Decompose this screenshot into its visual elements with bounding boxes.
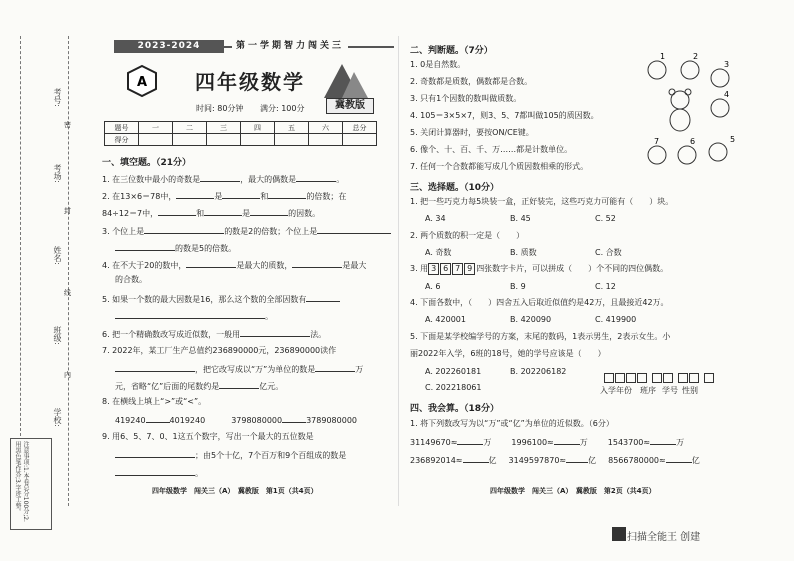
bear-head-icon [671, 91, 689, 109]
calc-row-2 [410, 453, 700, 467]
answer-blank[interactable] [317, 224, 391, 234]
q-text: 2. 在13×6＝78中， [102, 192, 177, 201]
level-badge-hexagon [125, 64, 159, 98]
answer-blank[interactable] [222, 189, 260, 199]
judge-item: 3. 只有1个因数的数叫做质数。 [410, 94, 522, 103]
option-b[interactable]: B. 质数 [510, 248, 537, 257]
score-input-cell[interactable] [173, 134, 207, 146]
level-badge-letter: A [136, 75, 148, 90]
q-text: 的数是2的倍数；个位上是 [224, 227, 318, 236]
option-a[interactable]: A. 420001 [425, 315, 466, 324]
page-title: 四年级数学 [195, 70, 305, 94]
question-8-compare [115, 413, 357, 427]
question-9 [102, 431, 314, 443]
apple-icon [678, 146, 696, 164]
page-footer-right: 四年级数学 闯关三（A） 冀教版 第2页（共4页） [490, 487, 656, 495]
q-text: 84÷12＝7中， [102, 209, 159, 218]
choice-options-1 [425, 213, 616, 225]
page-footer-left: 四年级数学 闯关三（A） 冀教版 第1页（共4页） [152, 487, 318, 495]
score-input-cell[interactable] [275, 134, 309, 146]
choice-question-4: 4. 下面各数中，（ ）四舍五入后取近似值约是42万，且最接近42万。 [410, 298, 669, 307]
answer-blank[interactable] [296, 172, 336, 182]
answer-blank[interactable] [115, 466, 195, 476]
apple-icon [648, 61, 666, 79]
question-5-cont [115, 309, 273, 323]
margin-strip [0, 36, 92, 506]
q-text: ，把它改写成以“万”为单位的数是 [195, 365, 316, 374]
question-8: 8. 在横线上填上“>”或“<”。 [102, 397, 207, 406]
watermark-text: 扫描全能王 创建 [627, 532, 701, 543]
answer-blank[interactable] [146, 413, 170, 423]
answer-blank[interactable] [268, 189, 306, 199]
seal-word: 线 [64, 289, 71, 297]
answer-blank[interactable] [240, 327, 310, 337]
answer-blank[interactable] [250, 206, 288, 216]
answer-blank[interactable] [115, 362, 195, 372]
seal-dashed-line [68, 36, 69, 506]
answer-blank[interactable] [200, 172, 240, 182]
q-text: 万 [355, 365, 364, 374]
q-text: 的倍数；在 [306, 192, 347, 201]
apple-number: 1 [660, 52, 666, 61]
choice-question-5: 5. 下面是某学校编学号的方案，末尾的数码，1表示男生，2表示女生。小 [410, 332, 671, 341]
q-text: ，最大的偶数是 [240, 175, 297, 184]
scanner-logo-icon [612, 527, 626, 541]
option-c[interactable]: C. 419900 [595, 315, 637, 324]
score-input-cell[interactable] [309, 134, 343, 146]
answer-blank[interactable] [115, 309, 265, 319]
apple-number: 2 [693, 52, 699, 61]
question-2 [102, 189, 346, 203]
q-text: 3. 个位上是 [102, 227, 145, 236]
apple-icon [681, 61, 699, 79]
apple-number: 4 [724, 90, 730, 99]
score-cell: 六 [309, 122, 343, 134]
notice-box [10, 438, 52, 530]
margin-label-school: 学校: [53, 408, 62, 427]
exam-full-score: 满分: 100分 [259, 104, 305, 113]
answer-blank[interactable] [463, 453, 489, 463]
q-text: 3149597870≈ [508, 456, 567, 465]
judge-item: 1. 0是自然数。 [410, 60, 466, 69]
question-5 [102, 292, 340, 306]
choice-question-2: 2. 两个质数的积一定是（ ） [410, 231, 525, 240]
option-b[interactable]: B. 420090 [510, 315, 552, 324]
answer-blank[interactable] [176, 189, 214, 199]
choice-option-5b[interactable]: B. 202206182 [510, 367, 567, 376]
q-text: 万 [483, 438, 492, 447]
question-9-cont2 [115, 466, 203, 480]
choice-question-5-cont: 丽2022年入学，6班的18号，她的学号应该是（ ） [410, 349, 606, 358]
option-a[interactable]: A. 奇数 [425, 248, 452, 257]
answer-blank[interactable] [554, 435, 580, 445]
score-cell: 题号 [105, 122, 139, 134]
q-text: 7. 2022年，某工厂生产总值约236890000元，236890000读作 [102, 346, 337, 355]
choice-options-2 [425, 247, 622, 259]
question-2-cont [102, 206, 320, 220]
question-7-cont2 [115, 379, 283, 393]
q-text: 9. 用6、5、7、0、1这五个数字，写出一个最大的五位数是 [102, 432, 314, 441]
digit-card: 7 [452, 263, 463, 275]
q-text: 的数是5的倍数。 [175, 244, 237, 253]
judge-item: 2. 奇数都是质数，偶数都是合数。 [410, 77, 533, 86]
digit-card: 3 [428, 263, 439, 275]
apple-icon [711, 69, 729, 87]
question-1 [102, 172, 344, 186]
section-true-false: 二、判断题。（7分） [410, 46, 493, 56]
answer-blank[interactable] [457, 435, 483, 445]
score-table [104, 121, 377, 146]
q-text: 5. 如果一个数的最大因数是16，那么这个数的全部因数有 [102, 295, 307, 304]
question-3 [102, 224, 391, 238]
q-text: 4. 在不大于20的数中， [102, 261, 187, 270]
question-7-cont [115, 362, 363, 376]
apples-bear-illustration [640, 50, 740, 175]
bear-body-icon [670, 109, 690, 131]
banner-title: 第一学期智力闯关三 [232, 38, 348, 51]
q-text: ；由5个十亿，7个百万和9个百组成的数是 [195, 451, 347, 460]
q-text: 的因数。 [288, 209, 321, 218]
apple-icon [648, 146, 666, 164]
digit-card: 6 [440, 263, 451, 275]
answer-blank[interactable] [144, 224, 224, 234]
score-input-cell[interactable] [139, 134, 173, 146]
exam-time: 时间: 80分钟 [196, 104, 244, 113]
option-a[interactable]: A. 34 [425, 214, 446, 223]
margin-label-exam-room: 考场: [53, 164, 62, 183]
score-input-cell[interactable] [207, 134, 241, 146]
q-text: 四张数字卡片，可以拼成（ ）个不同的四位偶数。 [476, 264, 669, 273]
answer-blank[interactable] [292, 258, 342, 268]
q-text: 法。 [310, 330, 327, 339]
score-input-cell[interactable] [343, 134, 377, 146]
apple-icon [711, 99, 729, 117]
q-text: 元，省略“亿”后面的尾数约是 [115, 382, 220, 391]
year-banner: 2023-2024 [114, 40, 224, 53]
q-text: 万 [676, 438, 685, 447]
apple-number: 3 [724, 60, 730, 69]
answer-blank[interactable] [306, 292, 340, 302]
answer-blank[interactable] [315, 362, 355, 372]
option-c[interactable]: C. 12 [595, 282, 616, 291]
section-fill-blank: 一、填空题。（21分） [102, 158, 192, 168]
q-text: 1543700≈ [607, 438, 651, 447]
answer-blank[interactable] [204, 206, 242, 216]
q-text: 419240 [115, 416, 146, 425]
score-cell: 总分 [343, 122, 377, 134]
edition-badge: 冀教版 [326, 98, 374, 114]
option-a[interactable]: A. 6 [425, 282, 441, 291]
notice-text: 注意事项:1.本卷总分100分;2.用黑色笔作答;3.字迹工整。 [14, 441, 29, 522]
margin-label-exam-no: 考号: [53, 88, 62, 107]
score-cell: 得分 [105, 134, 139, 146]
answer-blank[interactable] [566, 453, 588, 463]
q-text: 。 [265, 312, 273, 321]
answer-blank[interactable] [650, 435, 676, 445]
apple-number: 5 [730, 135, 736, 144]
answer-blank[interactable] [158, 206, 196, 216]
q-text: 236892014≈ [410, 456, 463, 465]
digit-card: 9 [464, 263, 475, 275]
judge-item: 7. 任何一个合数都能写成几个质因数相乘的形式。 [410, 162, 589, 171]
q-text: 亿元。 [259, 382, 284, 391]
section-multiple-choice: 三、选择题。（10分） [410, 183, 500, 193]
judge-item: 5. 关闭计算器时，要按ON/CE键。 [410, 128, 534, 137]
option-b[interactable]: B. 9 [510, 282, 526, 291]
seal-word: 密 [64, 121, 71, 129]
choice-question-1: 1. 把一些巧克力每5块装一盒，正好装完，这些巧克力可能有（ ）块。 [410, 197, 674, 206]
score-cell: 五 [275, 122, 309, 134]
q-text: 4019240 [169, 416, 206, 425]
choice-options-3 [425, 281, 616, 293]
judge-item: 4. 105＝3×5×7，则3、5、7都叫做105的质因数。 [410, 111, 599, 120]
question-6 [102, 327, 326, 341]
column-divider [398, 36, 399, 506]
option-c[interactable]: C. 合数 [595, 248, 622, 257]
q-text: 和 [260, 192, 269, 201]
seal-word: 封 [64, 207, 71, 215]
score-cell: 四 [241, 122, 275, 134]
q-text: 是 [242, 209, 251, 218]
q-text: 是 [214, 192, 223, 201]
section-calculation: 四、我会算。（18分） [410, 404, 500, 414]
scheme-label: 学号 [662, 386, 678, 395]
answer-blank[interactable] [115, 448, 195, 458]
q-text: 1996100≈ [511, 438, 554, 447]
choice-question-3 [410, 263, 668, 275]
calc-question-1: 1. 将下列数改写为以“万”或“亿”为单位的近似数。（6分） [410, 419, 614, 428]
apple-icon [709, 143, 727, 161]
q-text: 是最大的质数， [236, 261, 293, 270]
q-text: 是最大 [342, 261, 367, 270]
margin-label-class: 班级: [53, 326, 62, 345]
answer-blank[interactable] [219, 379, 259, 389]
apple-number: 7 [654, 137, 660, 146]
q-text: 3. 用 [410, 264, 429, 273]
q-text: 3798080000 [231, 416, 283, 425]
answer-blank[interactable] [186, 258, 236, 268]
q-text: 3789080000 [306, 416, 357, 425]
seal-word: 内 [64, 371, 71, 379]
q-text: 亿 [691, 456, 700, 465]
score-input-cell[interactable] [241, 134, 275, 146]
scheme-label: 性别 [682, 386, 698, 395]
question-3-cont [115, 241, 236, 255]
apple-number: 6 [690, 137, 696, 146]
q-text: 31149670≈ [410, 438, 458, 447]
answer-blank[interactable] [666, 453, 692, 463]
judge-item: 6. 像个、十、百、千、万……都是计数单位。 [410, 145, 573, 154]
answer-blank[interactable] [282, 413, 306, 423]
q-text: 8566780000≈ [608, 456, 666, 465]
option-b[interactable]: B. 45 [510, 214, 531, 223]
exam-meta [196, 103, 304, 114]
score-table-header-row [105, 122, 377, 134]
q-text: 1. 在三位数中最小的奇数是 [102, 175, 201, 184]
scheme-label: 班序 [640, 386, 656, 395]
answer-blank[interactable] [115, 241, 175, 251]
seal-dashed-line-inner [20, 36, 21, 436]
score-cell: 二 [173, 122, 207, 134]
q-text: 6. 把一个精确数改写成近似数，一般用 [102, 330, 241, 339]
choice-option-5a[interactable]: A. 202260181 [425, 367, 482, 376]
score-cell: 三 [207, 122, 241, 134]
margin-label-name: 姓名: [53, 246, 62, 265]
calc-row-1 [410, 435, 684, 449]
q-text: 。 [336, 175, 345, 184]
question-7 [102, 345, 336, 357]
question-4 [102, 258, 366, 272]
option-c[interactable]: C. 52 [595, 214, 616, 223]
question-9-cont [115, 448, 346, 462]
triangle-logo-icon [322, 62, 370, 102]
score-cell: 一 [139, 122, 173, 134]
choice-option-5c[interactable]: C. 202218061 [425, 383, 482, 392]
question-4-cont: 的合数。 [115, 275, 147, 284]
score-table-score-row [105, 134, 377, 146]
scheme-labels [600, 385, 698, 396]
q-text: 万 [579, 438, 588, 447]
q-text: 。 [195, 469, 203, 478]
scheme-label: 入学年份 [600, 386, 632, 395]
choice-options-4 [425, 314, 636, 326]
q-text: 亿 [488, 456, 497, 465]
q-text: 和 [196, 209, 205, 218]
q-text: 亿 [588, 456, 597, 465]
